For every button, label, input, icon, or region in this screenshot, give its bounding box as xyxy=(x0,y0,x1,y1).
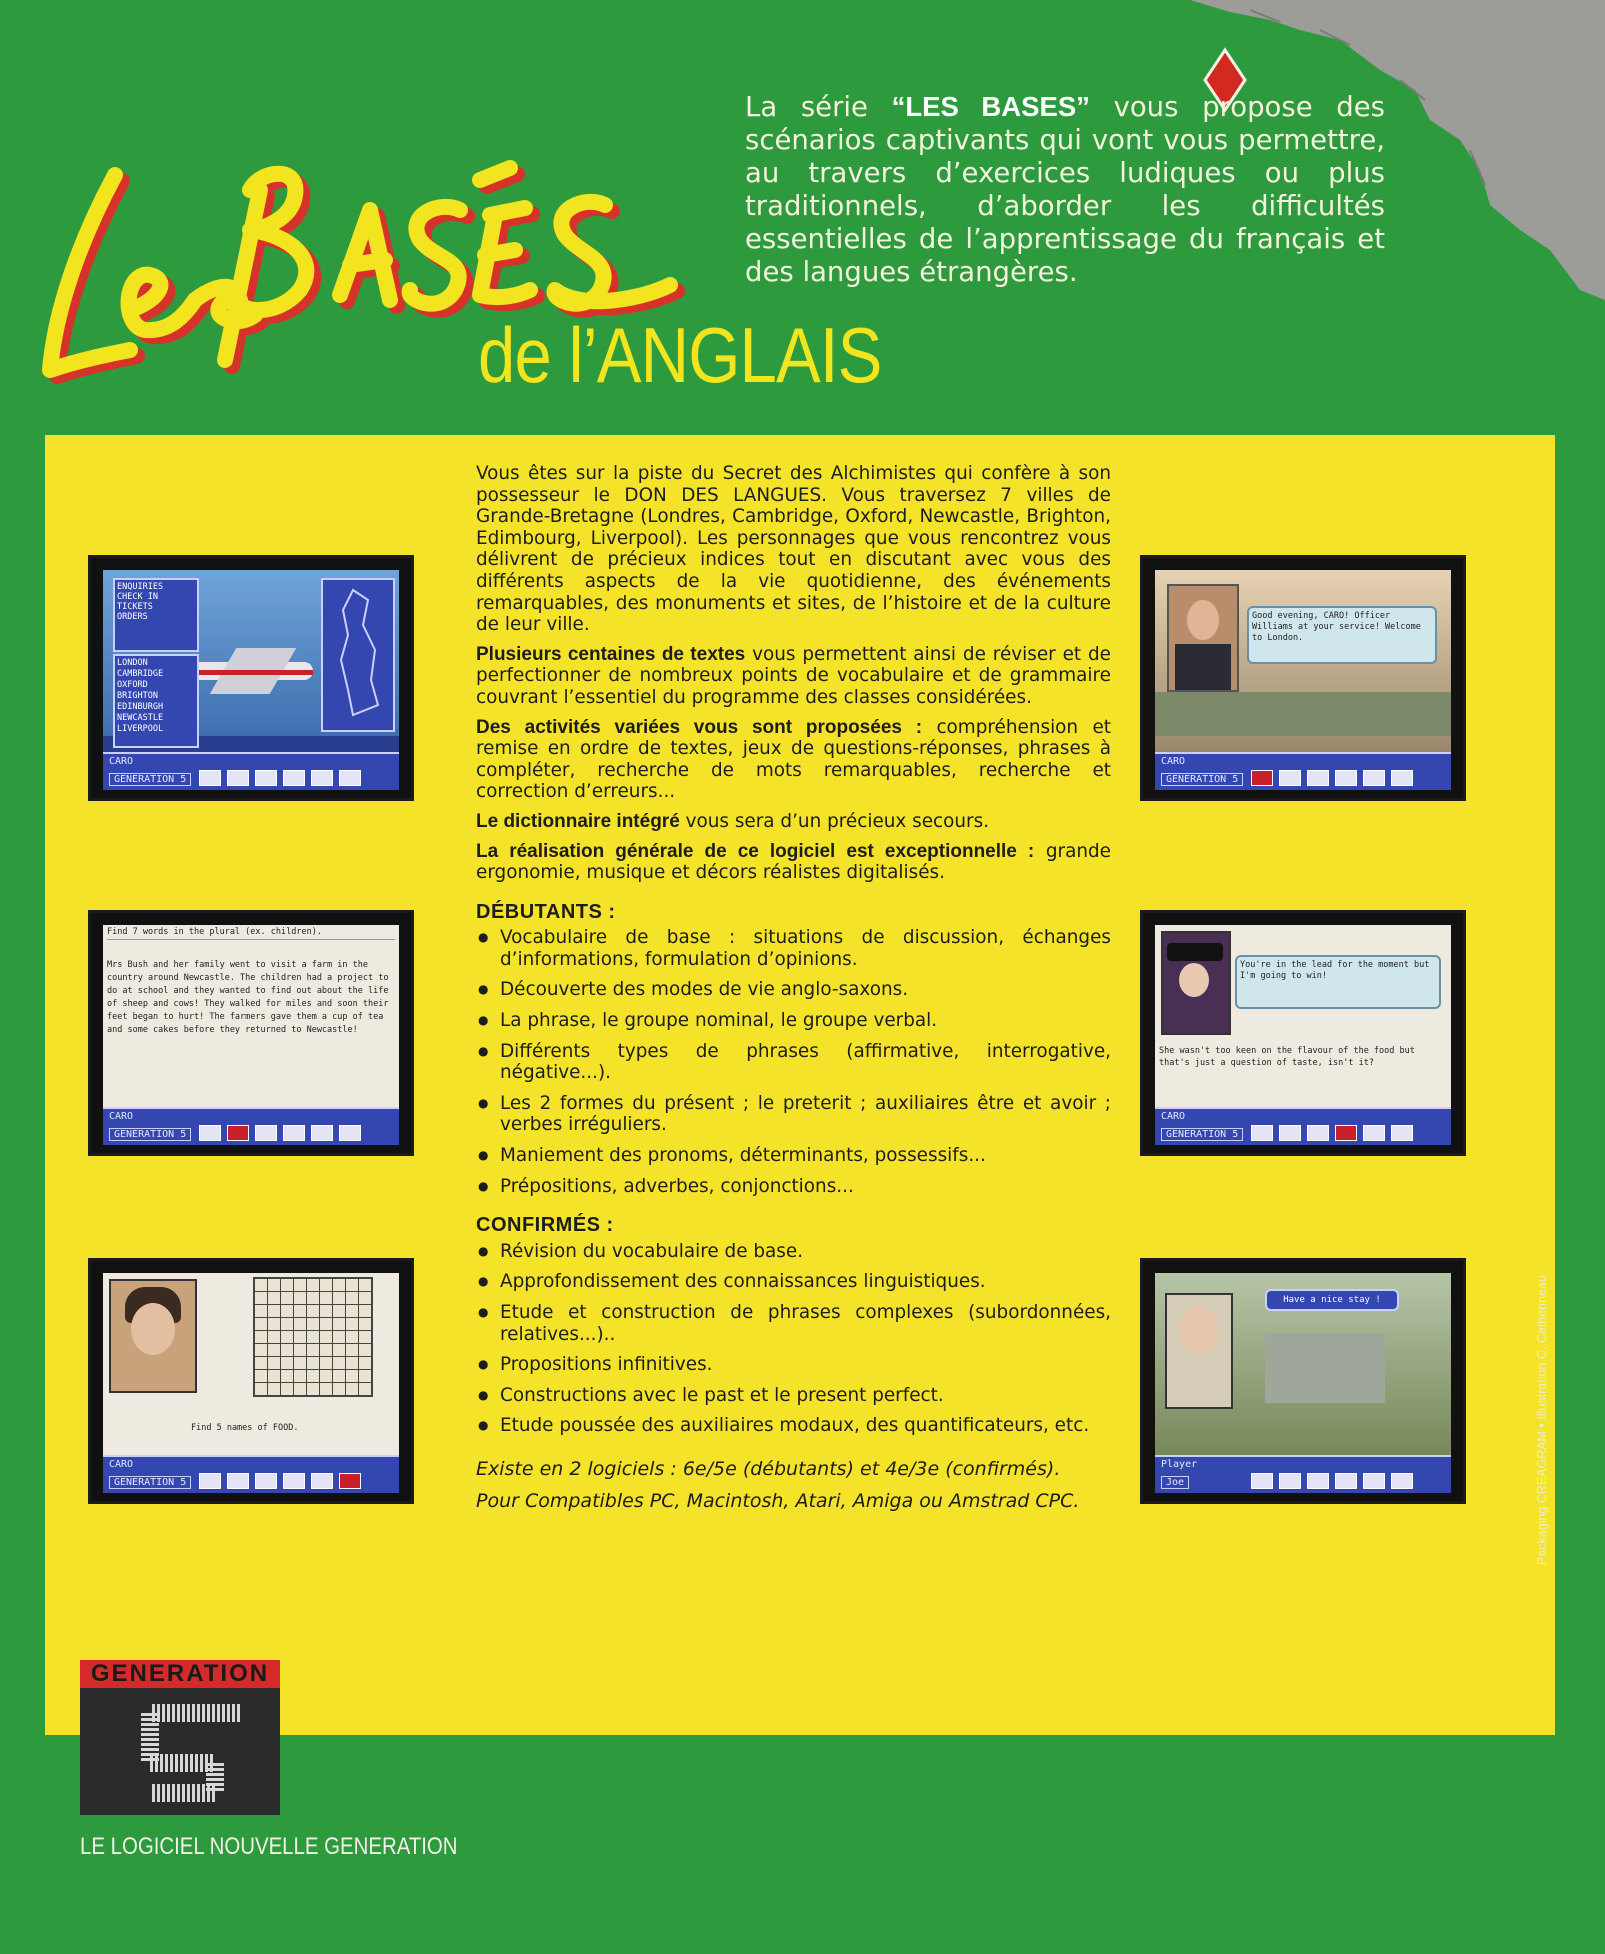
list-item: ● Constructions avec le past et le present perfect. xyxy=(476,1385,1111,1407)
screenshot-airport xyxy=(88,555,414,801)
status-bar: CARO GENERATION 5 xyxy=(103,1107,399,1145)
dialog-bubble: Have a nice stay ! xyxy=(1265,1289,1399,1311)
exercise-text: Mrs Bush and her family went to visit a farm in the country around Newcastle. The children had a project to do at school and they wanted to find out about the life of sheep and cows! They walked for miles and soon their feet began to hurt! The farmers gave them a cup of tea and some cakes before they returned to Newcastle! xyxy=(107,960,389,1035)
character-portrait xyxy=(109,1279,197,1393)
activities-paragraph: Des activités variées vous sont proposées : compréhension et remise en ordre de textes, jeux de questions-réponses, phrases à compléter, recherche de mots remarquables, recherche et correction d’erreurs... xyxy=(476,716,1111,803)
list-item: ● Vocabulaire de base : situations de discussion, échanges d’informations, formulation d’opinions. xyxy=(476,927,1111,970)
exercise-instruction: Find 5 names of FOOD. xyxy=(191,1423,299,1433)
list-item: ● Approfondissement des connaissances linguistiques. xyxy=(476,1271,1111,1293)
status-bar: CARO GENERATION 5 xyxy=(103,752,399,790)
platforms-note: Pour Compatibles PC, Macintosh, Atari, Amiga ou Amstrad CPC. xyxy=(476,1489,1080,1512)
screenshot-castle xyxy=(1140,1258,1466,1504)
screenshot-dialogue xyxy=(1140,910,1466,1156)
list-item: ● Découverte des modes de vie anglo-saxons. xyxy=(476,979,1111,1001)
status-bar: CARO GENERATION 5 xyxy=(103,1455,399,1493)
exercise-instruction: Find 7 words in the plural (ex. children). xyxy=(107,927,395,940)
screenshot-plural-exercise xyxy=(88,910,414,1156)
versions-note: Existe en 2 logiciels : 6e/5e (débutants) et 4e/3e (confirmés). xyxy=(476,1457,1061,1480)
list-item: ● Maniement des pronoms, déterminants, possessifs... xyxy=(476,1145,1111,1167)
texts-paragraph: Plusieurs centaines de textes vous permettent ainsi de réviser et de perfectionner de nombreux points de vocabulaire et de grammaire couvrant l’essentiel du programme des classes considérées. xyxy=(476,643,1111,708)
confirmed-list xyxy=(476,1241,1111,1437)
screenshot-officer xyxy=(1140,555,1466,801)
list-item: ● Les 2 formes du présent ; le preterit ; auxiliaires être et avoir ; verbes irréguliers. xyxy=(476,1093,1111,1136)
uk-map-panel xyxy=(321,578,395,732)
character-portrait xyxy=(1161,931,1231,1035)
city-list: LONDON CAMBRIDGE OXFORD BRIGHTON EDINBURGH NEWCASTLE LIVERPOOL xyxy=(113,654,199,748)
beginners-list xyxy=(476,927,1111,1197)
product-subtitle: de l’ANGLAIS xyxy=(478,311,882,399)
description-column xyxy=(476,463,1111,1512)
enquiries-menu: ENQUIRIES CHECK IN TICKETS ORDERS xyxy=(113,578,199,652)
status-bar: CARO GENERATION 5 xyxy=(1155,752,1451,790)
intro-text: La série “LES BASES” vous propose des scénarios captivants qui vont vous permettre, au travers d’exercices ludiques ou plus traditionnels, d’aborder les difficultés essentielles de l’apprentissage du français et des langues étrangères. xyxy=(745,91,1385,288)
dialog-bubble: Good evening, CARO! Officer Williams at your service! Welcome to London. xyxy=(1247,606,1437,664)
list-item: ● Etude et construction de phrases complexes (subordonnées, relatives...).. xyxy=(476,1302,1111,1345)
dialog-bubble: You're in the lead for the moment but I'm going to win! xyxy=(1235,955,1441,1009)
beginners-heading: DÉBUTANTS : xyxy=(476,900,616,923)
list-item: ● Prépositions, adverbes, conjonctions... xyxy=(476,1176,1111,1198)
intro-paragraph: Vous êtes sur la piste du Secret des Alchimistes qui confère à son possesseur le DON DES LANGUES. Vous traversez 7 villes de Grande-Bretagne (Londres, Cambridge, Oxford, Newcastle, Brighton, Edimbourg, Liverpool). Les personnages que vous rencontrez vous délivrent de précieux indices tout en discutant avec vous des différents aspects de la vie quotidienne, des événements remarquables, des monuments et sites, de l’histoire et de la culture de leur ville. xyxy=(476,463,1111,636)
officer-portrait xyxy=(1167,584,1239,692)
screenshot-word-search xyxy=(88,1258,414,1504)
character-portrait xyxy=(1165,1293,1233,1409)
status-bar: Player Joe xyxy=(1155,1455,1451,1493)
list-item: ● Différents types de phrases (affirmative, interrogative, négative...). xyxy=(476,1041,1111,1084)
letter-grid xyxy=(253,1277,373,1397)
list-item: ● Propositions infinitives. xyxy=(476,1354,1111,1376)
confirmed-heading: CONFIRMÉS : xyxy=(476,1214,614,1237)
status-bar: CARO GENERATION 5 xyxy=(1155,1107,1451,1145)
castle-illustration xyxy=(1265,1333,1385,1403)
tagline: LE LOGICIEL NOUVELLE GENERATION xyxy=(80,1833,458,1860)
dictionary-paragraph: Le dictionnaire intégré vous sera d’un précieux secours. xyxy=(476,810,990,832)
list-item: ● Etude poussée des auxiliaires modaux, des quantificateurs, etc. xyxy=(476,1415,1111,1437)
dialogue-text: She wasn't too keen on the flavour of the food but that's just a question of taste, isn't it? xyxy=(1159,1046,1415,1068)
production-paragraph: La réalisation générale de ce logiciel est exceptionnelle : grande ergonomie, musique et décors réalistes digitalisés. xyxy=(476,840,1111,884)
packaging-credit: Packaging CREAGRAM • Illustration C. Catherineau xyxy=(1535,1275,1549,1565)
generation-logo xyxy=(80,1660,280,1815)
list-item: ● Révision du vocabulaire de base. xyxy=(476,1241,1111,1263)
london-scene xyxy=(1155,692,1451,736)
generation-logo-label: GENERATION xyxy=(80,1660,280,1688)
list-item: ● La phrase, le groupe nominal, le groupe verbal. xyxy=(476,1010,1111,1032)
